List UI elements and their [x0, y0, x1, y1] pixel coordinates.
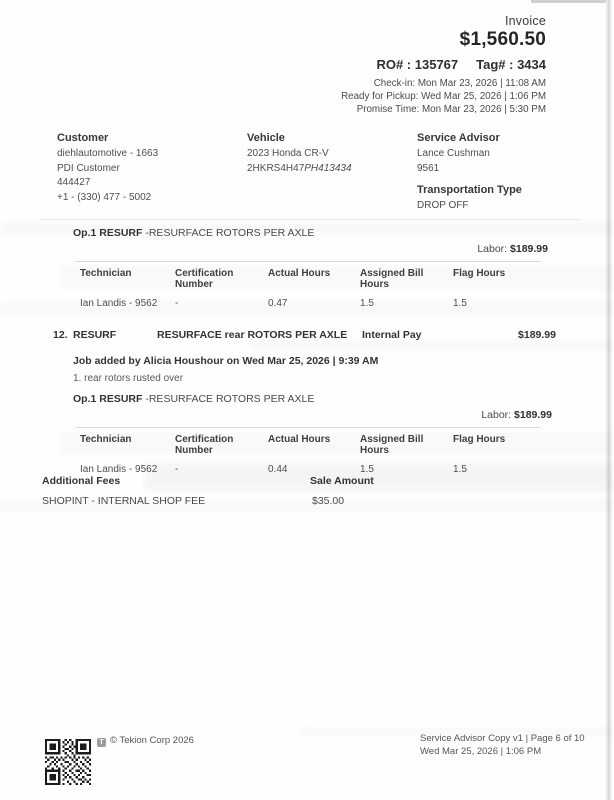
col-technician: Technician	[80, 434, 132, 445]
transportation-type-value: DROP OFF	[417, 200, 469, 211]
certification-value: -	[175, 464, 179, 475]
job-description: RESURFACE rear ROTORS PER AXLE	[157, 329, 348, 341]
paper-edge-shadow	[605, 0, 612, 800]
qr-code	[45, 739, 91, 785]
col-flag-hours: Flag Hours	[453, 434, 506, 445]
fee-amount: $35.00	[312, 495, 345, 507]
assigned-bill-hours-value: 1.5	[360, 464, 374, 475]
col-assigned-bill-hours: Assigned Bill Hours	[360, 268, 424, 290]
ro-tag-line	[196, 57, 546, 72]
footer-page-info	[420, 732, 585, 758]
col-certification-number: Certification Number	[175, 434, 234, 456]
op2-title-line	[73, 393, 314, 405]
copyright-text: © Tekion Corp 2026	[110, 735, 194, 746]
vin-suffix: PH413434	[304, 162, 352, 174]
tekion-logo-icon: T	[97, 738, 106, 747]
labor-amount: $189.99	[510, 243, 548, 255]
col-assigned-bill-hours: Assigned Bill Hours	[360, 434, 424, 456]
job-concern-line: 1. rear rotors rusted over	[73, 373, 184, 384]
customer-heading: Customer	[57, 132, 109, 144]
ready-for-pickup-time: Ready for Pickup: Wed Mar 25, 2026 | 1:06 PM	[341, 91, 546, 103]
actual-hours-value: 0.44	[268, 464, 288, 475]
checkin-time: Check-in: Mon Mar 23, 2026 | 11:08 AM	[373, 78, 546, 89]
job-number: 12.	[53, 329, 68, 341]
sale-amount-heading: Sale Amount	[310, 475, 374, 487]
service-advisor-number: 9561	[417, 162, 440, 174]
col-technician: Technician	[80, 268, 132, 279]
printed-timestamp: Wed Mar 25, 2026 | 1:06 PM	[420, 746, 542, 757]
vehicle-heading: Vehicle	[247, 132, 285, 144]
op1-labor-line	[348, 243, 548, 255]
actual-hours-value: 0.47	[268, 298, 288, 309]
copy-version-page: Service Advisor Copy v1 | Page 6 of 10	[420, 733, 585, 744]
col-certification-number: Certification Number	[175, 268, 234, 290]
job-code: RESURF	[73, 329, 117, 341]
col-actual-hours: Actual Hours	[268, 434, 331, 445]
assigned-bill-hours-value: 1.5	[360, 298, 374, 309]
op1-description: -RESURFACE ROTORS PER AXLE	[142, 227, 315, 239]
technician-value: Ian Landis - 9562	[80, 464, 158, 475]
service-advisor-name: Lance Cushman	[417, 148, 490, 159]
col-flag-hours: Flag Hours	[453, 268, 506, 279]
op2-code: Op.1 RESURF	[73, 393, 143, 405]
labor-table-2	[75, 427, 541, 481]
ro-number: RO# : 135767	[376, 57, 459, 72]
customer-phone: +1 - (330) 477 - 5002	[57, 191, 152, 203]
labor-table-1	[75, 261, 541, 315]
service-advisor-heading: Service Advisor	[417, 132, 500, 144]
op1-code: Op.1 RESURF	[73, 227, 143, 239]
vehicle-vin	[247, 162, 407, 177]
vin-prefix: 2HKRS4H47	[247, 162, 305, 174]
certification-value: -	[175, 298, 179, 309]
paper-edge-shadow	[531, 0, 606, 3]
job-pay-type: Internal Pay	[362, 329, 422, 341]
col-actual-hours: Actual Hours	[268, 268, 331, 279]
customer-type: PDI Customer	[57, 162, 120, 174]
flag-hours-value: 1.5	[453, 464, 467, 475]
labor-table-header-row	[75, 262, 541, 290]
tag-number: Tag# : 3434	[476, 57, 546, 72]
technician-value: Ian Landis - 9562	[80, 298, 158, 309]
customer-section	[57, 132, 232, 205]
labor-label: Labor:	[477, 243, 511, 255]
vehicle-model: 2023 Honda CR-V	[247, 148, 329, 159]
fee-name: SHOPINT - INTERNAL SHOP FEE	[42, 495, 206, 507]
invoice-title: Invoice	[504, 14, 546, 28]
labor-amount: $189.99	[514, 409, 552, 421]
labor-table-header-row	[75, 428, 541, 456]
flag-hours-value: 1.5	[453, 298, 467, 309]
job-added-note: Job added by Alicia Houshour on Wed Mar 25, 2026 | 9:39 AM	[73, 355, 379, 367]
invoice-dates	[196, 77, 546, 117]
vehicle-section	[247, 132, 407, 176]
labor-label: Labor:	[481, 409, 515, 421]
additional-fees-heading: Additional Fees	[42, 475, 121, 487]
labor-table-row	[75, 290, 541, 315]
customer-name: diehlautomotive - 1663	[57, 148, 159, 159]
op2-labor-line	[352, 409, 552, 421]
op2-description: -RESURFACE ROTORS PER AXLE	[142, 393, 315, 405]
service-advisor-section	[417, 132, 567, 214]
op1-title-line	[73, 227, 314, 239]
customer-number: 444427	[57, 177, 91, 188]
labor-table-row	[75, 456, 541, 481]
promise-time: Promise Time: Mon Mar 23, 2026 | 5:30 PM	[356, 104, 546, 116]
invoice-total-amount: $1,560.50	[459, 29, 546, 50]
job-12-row	[0, 329, 614, 343]
transportation-type-heading: Transportation Type	[417, 184, 522, 196]
section-divider	[40, 219, 580, 220]
footer-copyright	[97, 735, 194, 747]
job-amount: $189.99	[518, 329, 556, 341]
